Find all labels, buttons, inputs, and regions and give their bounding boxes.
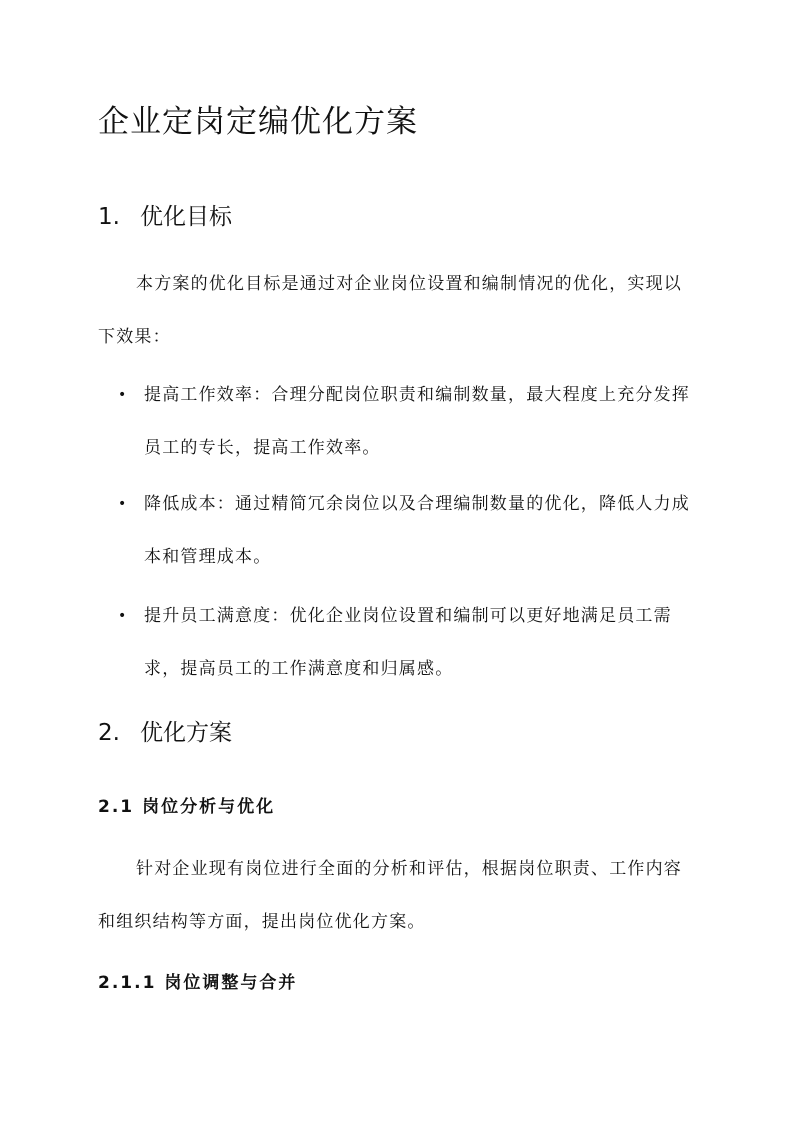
bullet-text-efficiency: 提高工作效率：合理分配岗位职责和编制数量，最大程度上充分发挥员工的专长，提高工作效率。 — [144, 385, 690, 458]
bullet-dot: • — [118, 496, 128, 512]
section-heading-2 — [98, 714, 232, 747]
subsection-number-2-1-1: 2.1.1 — [98, 973, 157, 993]
section-heading-1 — [98, 198, 232, 231]
subsection-2-1-body: 针对企业现有岗位进行全面的分析和评估，根据岗位职责、工作内容和组织结构等方面，提出岗位优化方案。 — [98, 859, 682, 932]
bullet-text-satisfaction: 提升员工满意度：优化企业岗位设置和编制可以更好地满足员工需求，提高员工的工作满意度和归属感。 — [144, 606, 672, 679]
subsection-heading-2-1 — [98, 792, 275, 817]
subsection-title-2-1: 岗位分析与优化 — [142, 797, 276, 817]
bullet-item-cost — [118, 478, 698, 584]
section-number-1: 1. — [98, 204, 120, 230]
subsection-title-2-1-1: 岗位调整与合并 — [164, 973, 298, 993]
section-1-intro: 本方案的优化目标是通过对企业岗位设置和编制情况的优化，实现以下效果： — [98, 274, 682, 347]
bullet-item-satisfaction — [118, 590, 698, 696]
bullet-dot: • — [118, 387, 128, 403]
subsection-heading-2-1-1 — [98, 968, 297, 993]
subsection-number-2-1: 2.1 — [98, 797, 135, 817]
bullet-item-efficiency — [118, 369, 698, 475]
section-number-2: 2. — [98, 720, 120, 746]
document-title: 企业定岗定编优化方案 — [98, 104, 418, 140]
section-title-1: 优化目标 — [140, 204, 232, 230]
section-title-2: 优化方案 — [140, 720, 232, 746]
bullet-dot: • — [118, 608, 128, 624]
bullet-text-cost: 降低成本：通过精简冗余岗位以及合理编制数量的优化，降低人力成本和管理成本。 — [144, 494, 690, 567]
